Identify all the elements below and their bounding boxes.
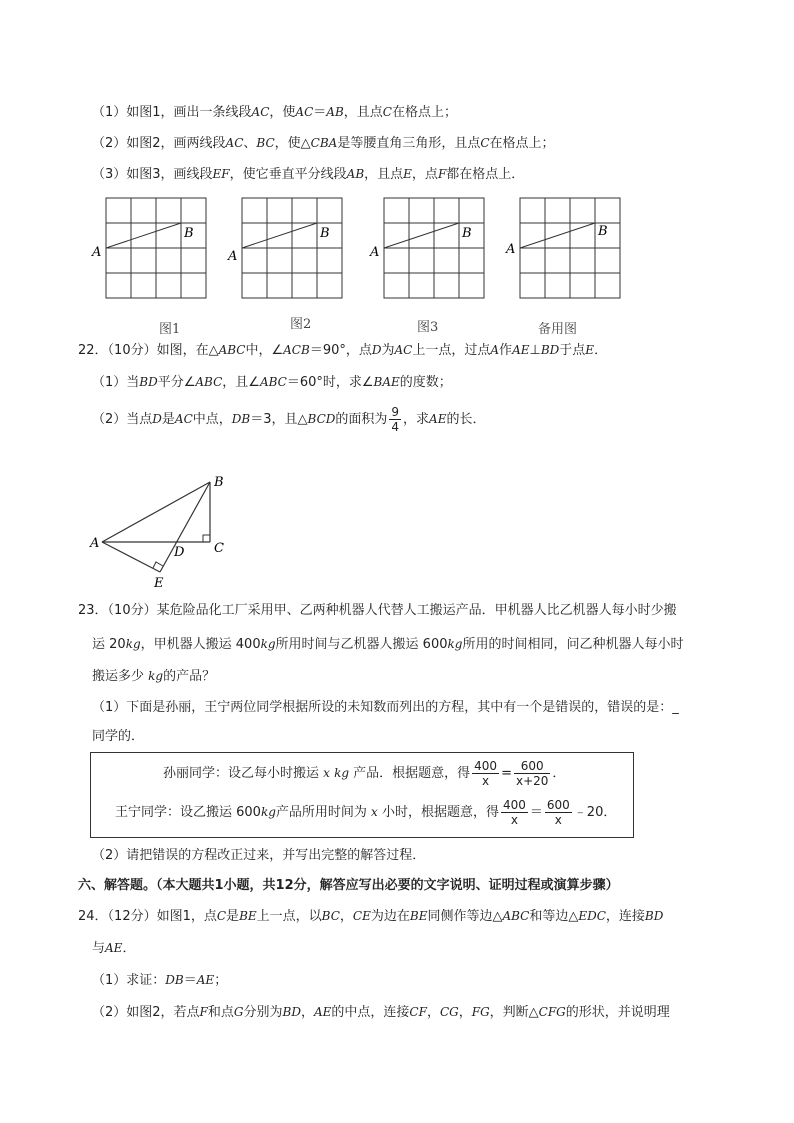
fraction-400-x-2: $\frac{400}{x}$ <box>502 798 526 827</box>
grid-figure-2 <box>227 198 342 332</box>
q21-part3: （3）如图3，画线段EF，使它垂直平分线段AB，且点E，点F都在格点上． <box>92 167 525 182</box>
box-line-sunli: 孙丽同学：设乙每小时搬运 x kg 产品．根据题意，得 $\frac{400}{x}$ = $\frac{600}{x+20}$ ． <box>163 759 566 788</box>
point-label-a: A <box>506 242 516 257</box>
section6-heading: 六、解答题。（本大题共1小题，共12分，解答应写出必要的文字说明、证明过程或演算步骤） <box>78 878 619 893</box>
point-label-a: A <box>370 245 380 260</box>
q22-part2: （2）当点D是AC中点，DB＝3，且△BCD的面积为 $\frac{9}{4}$ ，求AE的长． <box>92 405 486 434</box>
box-line-wangning: 王宁同学：设乙搬运 600kg产品所用时间为 x 小时，根据题意，得 $\frac{400}{x}$ ＝ $\frac{600}{x}$ ﹣20． <box>115 798 617 827</box>
q23-line2: 运 20kg，甲机器人搬运 400kg所用时间与乙机器人搬运 600kg所用的时间相同，问乙种机器人每小时 <box>92 637 684 652</box>
point-label-a: A <box>90 536 100 551</box>
fraction-400-x: $\frac{400}{x}$ <box>474 759 498 788</box>
grid-figure-spare <box>505 198 620 335</box>
q24-part1: （1）求证：DB＝AE； <box>92 973 228 988</box>
q21-part1: （1）如图1，画出一条线段AC，使AC＝AB，且点C在格点上； <box>92 105 457 120</box>
q24-line1: 24．（12分）如图1，点C是BE上一点，以BC，CE为边在BE同侧作等边△ABC和等边△EDC，连接BD <box>78 909 664 924</box>
point-label-b: B <box>184 226 194 241</box>
fraction-600-x: $\frac{600}{x}$ <box>546 798 570 827</box>
q22-part1: （1）当BD平分∠ABC，且∠ABC＝60°时，求∠BAE的度数； <box>92 375 452 390</box>
q24-line2: 与AE． <box>92 941 136 956</box>
caption-fig3: 图3 <box>417 320 439 335</box>
grid-figure-1 <box>91 198 206 335</box>
point-label-c: C <box>214 541 224 556</box>
q23-line3: 搬运多少 kg的产品？ <box>92 669 216 684</box>
caption-fig2: 图2 <box>290 317 312 332</box>
point-label-d: D <box>174 545 185 560</box>
q23-part1-end: 同学的． <box>92 729 145 744</box>
grid-figure-3 <box>369 198 484 335</box>
point-label-e: E <box>154 576 164 590</box>
q23-part2: （2）请把错误的方程改正过来，并写出完整的解答过程． <box>92 848 426 863</box>
point-label-a: A <box>228 249 238 264</box>
caption-spare: 备用图 <box>538 322 578 335</box>
q21-part2: （2）如图2，画两线段AC、BC，使△CBA是等腰直角三角形，且点C在格点上； <box>92 136 555 151</box>
fraction-9-4: $\frac{9}{4}$ <box>391 405 400 434</box>
point-label-a: A <box>92 245 102 260</box>
q24-part2: （2）如图2，若点F和点G分别为BD，AE的中点，连接CF，CG，FG，判断△CFG的形状，并说明理 <box>92 1005 670 1020</box>
q22-heading: 22．（10分）如图，在△ABC中，∠ACB＝90°，点D为AC上一点，过点A作AE⊥BD于点E． <box>78 343 608 358</box>
point-label-b: B <box>214 475 224 490</box>
q23-line1: 23．（10分）某危险品化工厂采用甲、乙两种机器人代替人工搬运产品．甲机器人比乙机器人每小时少搬 <box>78 603 677 618</box>
q21-grid-figures <box>0 190 794 335</box>
caption-fig1: 图1 <box>159 322 181 335</box>
q22-triangle-figure <box>80 470 250 590</box>
point-label-b: B <box>598 224 608 239</box>
point-label-b: B <box>320 226 330 241</box>
point-label-b: B <box>462 226 472 241</box>
fraction-600-x20: $\frac{600}{x+20}$ <box>515 759 549 788</box>
q23-part1: （1）下面是孙丽，王宁两位同学根据所设的未知数而列出的方程，其中有一个是错误的，错误的是：_ <box>92 700 679 715</box>
